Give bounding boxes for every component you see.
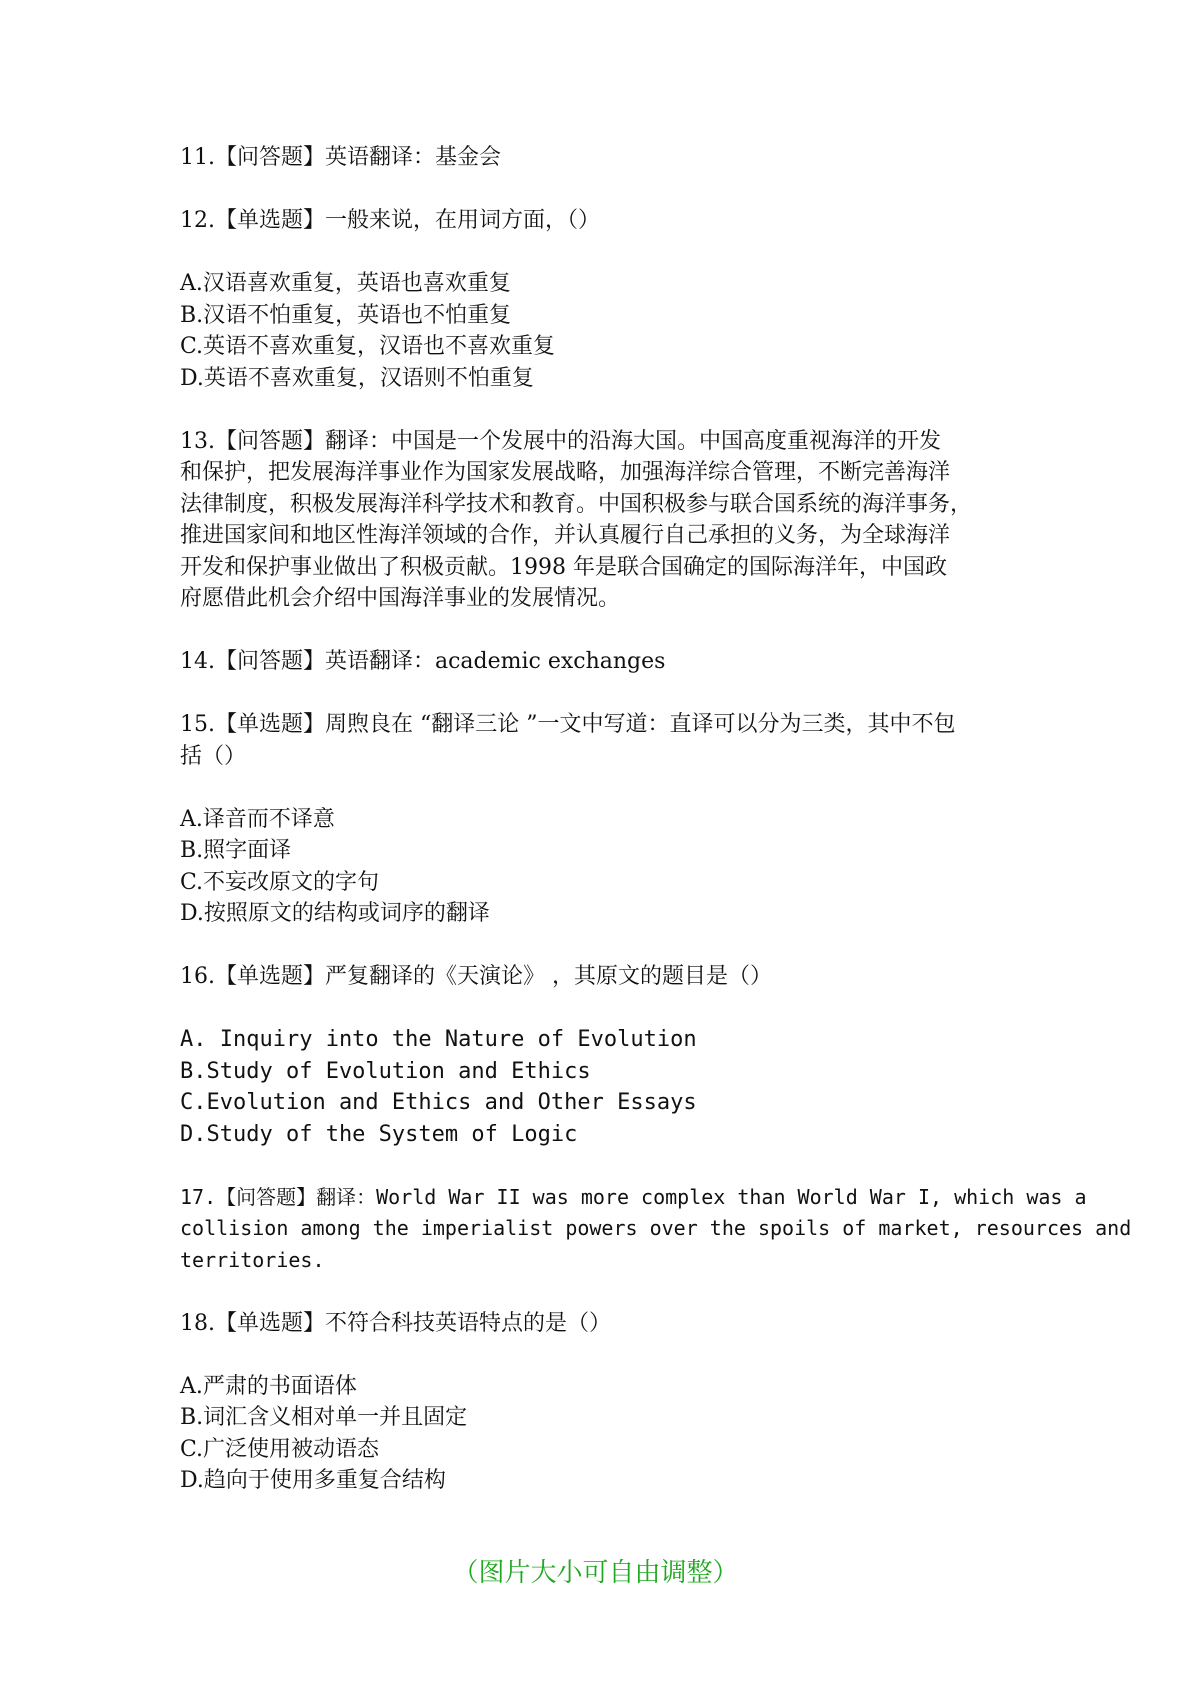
option-b: B.词汇含义相对单一并且固定: [180, 1405, 468, 1430]
option-a: A. Inquiry into the Nature of Evolution: [180, 1027, 697, 1052]
question-14: [180, 646, 1140, 678]
option-a: A.译音而不译意: [180, 806, 335, 832]
question-15-options: [180, 804, 1140, 930]
option-d: D.英语不喜欢重复，汉语则不怕重复: [180, 365, 534, 391]
question-18-options: [180, 1371, 1140, 1497]
question-12: [180, 205, 1140, 237]
option-d: D.趋向于使用多重复合结构: [180, 1468, 446, 1493]
question-17-line-3: territories.: [180, 1247, 325, 1272]
question-18: [180, 1308, 1140, 1340]
image-resize-note: （图片大小可自由调整）: [452, 1558, 739, 1588]
option-c: C.不妄改原文的字句: [180, 869, 380, 895]
question-13-line-3: 法律制度，积极发展海洋科学技术和教育。中国积极参与联合国系统的海洋事务，: [180, 491, 973, 517]
option-c: C.英语不喜欢重复，汉语也不喜欢重复: [180, 334, 556, 359]
option-c: C.Evolution and Ethics and Other Essays: [180, 1090, 697, 1115]
question-12-options: [180, 268, 1140, 394]
question-list: [180, 142, 1140, 1528]
option-c: C.广泛使用被动语态: [180, 1436, 380, 1462]
question-13-line-2: 和保护，把发展海洋事业作为国家发展战略，加强海洋综合管理，不断完善海洋: [180, 460, 951, 485]
question-16: [180, 961, 1140, 993]
question-15-line-2: 括（）: [180, 743, 247, 769]
option-d: D.Study of the System of Logic: [180, 1121, 578, 1147]
question-17-line-1: 17.【问答题】翻译：World War II was more complex than World War I, which was a: [180, 1184, 1087, 1209]
question-14-text: 14.【问答题】英语翻译：academic exchanges: [180, 649, 666, 674]
question-13-line-5: 开发和保护事业做出了积极贡献。1998 年是联合国确定的国际海洋年，中国政: [180, 554, 947, 580]
option-d: D.按照原文的结构或词序的翻译: [180, 901, 490, 926]
question-13-line-6: 府愿借此机会介绍中国海洋事业的发展情况。: [180, 586, 621, 611]
question-11-text: 11.【问答题】英语翻译：基金会: [180, 145, 501, 170]
question-15-line-1: 15.【单选题】周煦良在 “翻译三论 ”一文中写道：直译可以分为三类，其中不包: [180, 712, 956, 737]
question-15: [180, 709, 1140, 772]
option-b: B.照字面译: [180, 838, 292, 863]
option-a: A.严肃的书面语体: [180, 1373, 357, 1399]
question-17-line-2: collision among the imperialist powers over the spoils of market, resources and: [180, 1216, 1132, 1240]
question-12-text: 12.【单选题】一般来说，在用词方面，（）: [180, 208, 600, 233]
option-b: B.Study of Evolution and Ethics: [180, 1058, 591, 1084]
question-13: [180, 426, 1140, 615]
option-b: B.汉语不怕重复，英语也不怕重复: [180, 302, 512, 328]
question-16-text: 16.【单选题】严复翻译的《天演论》 ，其原文的题目是（）: [180, 964, 772, 989]
question-17: [180, 1182, 1140, 1277]
question-11: [180, 142, 1140, 174]
question-18-text: 18.【单选题】不符合科技英语特点的是（）: [180, 1310, 611, 1336]
question-13-line-4: 推进国家间和地区性海洋领域的合作，并认真履行自己承担的义务，为全球海洋: [180, 523, 951, 548]
question-13-line-1: 13.【问答题】翻译：中国是一个发展中的沿海大国。中国高度重视海洋的开发: [180, 428, 941, 454]
question-16-options: [180, 1024, 1140, 1150]
option-a: A.汉语喜欢重复，英语也喜欢重复: [180, 271, 511, 296]
